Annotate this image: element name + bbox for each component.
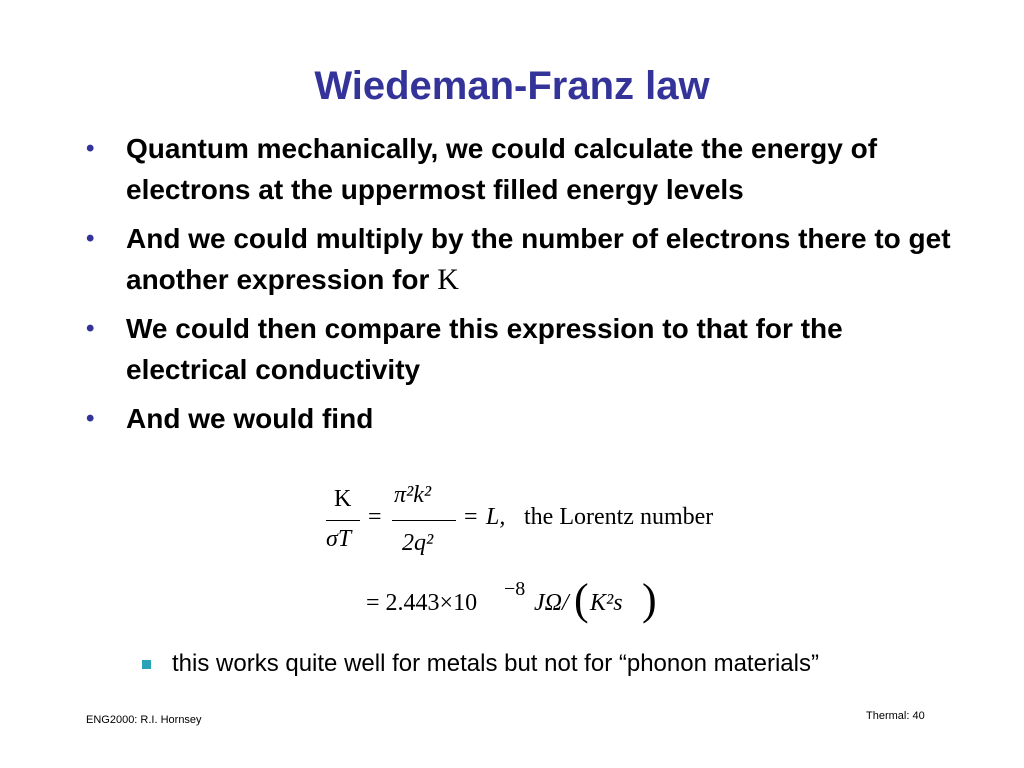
rhs-numerator: π²k² [394, 482, 432, 508]
square-bullet-icon [142, 660, 151, 669]
equation-line-1 [322, 482, 762, 566]
bullet-dot-icon: • [86, 225, 95, 252]
right-paren: ) [642, 575, 657, 624]
equation-line-2 [366, 576, 686, 636]
exponent: −8 [504, 578, 526, 600]
bullet-list [86, 128, 966, 447]
units-text: JΩ/ [534, 590, 569, 616]
equals-sign-2: = [464, 504, 478, 530]
value-text: = 2.443×10 [366, 590, 478, 616]
bullet-dot-icon: • [86, 405, 95, 432]
bullet-text: And we could multiply by the number of electrons there to get another expression for [126, 223, 951, 295]
bullet-text: We could then compare this expression to that for the electrical conductivity [126, 313, 843, 385]
bullet-text: And we would find [126, 403, 374, 434]
footer-page: Thermal: 40 [866, 710, 925, 722]
kappa-symbol: K [437, 263, 459, 296]
bullet-dot-icon: • [86, 315, 95, 342]
rhs-fraction-bar [392, 520, 456, 521]
lhs-fraction-bar [326, 520, 360, 521]
left-paren: ( [574, 575, 589, 624]
slide-title: Wiedeman-Franz law [314, 64, 710, 108]
lorentz-symbol: L, [486, 504, 506, 530]
equals-sign: = [368, 504, 382, 530]
lorentz-label: the Lorentz number [524, 504, 714, 530]
bullet-item [86, 398, 966, 439]
bullet-text: Quantum mechanically, we could calculate the energy of electrons at the uppermost filled energy levels [126, 133, 878, 205]
sub-bullet [146, 650, 819, 678]
bullet-item [86, 308, 966, 390]
lhs-denominator: σT [326, 526, 352, 552]
bullet-dot-icon: • [86, 135, 95, 162]
lhs-numerator: K [334, 486, 352, 512]
bullet-item [86, 218, 966, 300]
units-paren-content: K²s [590, 590, 623, 616]
rhs-denominator: 2q² [402, 530, 434, 556]
sub-bullet-text: this works quite well for metals but not for “phonon materials” [172, 650, 819, 677]
footer-course: ENG2000: R.I. Hornsey [86, 714, 202, 726]
bullet-item [86, 128, 966, 210]
